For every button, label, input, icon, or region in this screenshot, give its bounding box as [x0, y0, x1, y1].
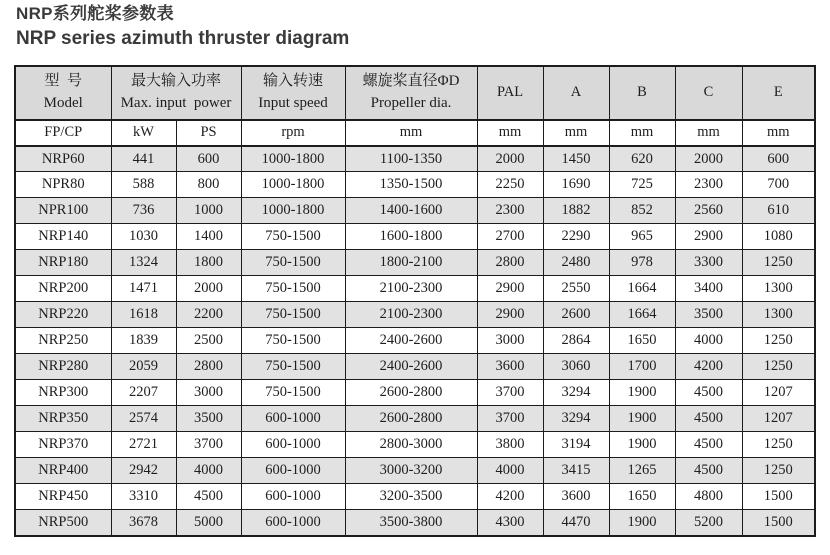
- col-header-propeller-dia-zh: 螺旋桨直径ΦD: [362, 73, 460, 90]
- value-cell: 2480: [543, 250, 609, 276]
- page-title-en: NRP series azimuth thruster diagram: [16, 28, 350, 50]
- value-cell: 2300: [675, 172, 742, 198]
- value-cell: 1839: [111, 328, 176, 354]
- value-cell: 725: [609, 172, 675, 198]
- value-cell: 1664: [609, 302, 675, 328]
- value-cell: 3700: [176, 432, 241, 458]
- value-cell: 441: [111, 146, 176, 172]
- value-cell: 4500: [675, 458, 742, 484]
- value-cell: 600-1000: [241, 510, 345, 536]
- value-cell: 1100-1350: [345, 146, 477, 172]
- value-cell: 1030: [111, 224, 176, 250]
- value-cell: 1650: [609, 484, 675, 510]
- value-cell: 1000: [176, 198, 241, 224]
- value-cell: 4500: [675, 406, 742, 432]
- value-cell: 965: [609, 224, 675, 250]
- value-cell: 3500-3800: [345, 510, 477, 536]
- value-cell: 2400-2600: [345, 328, 477, 354]
- model-cell: NPR80: [15, 172, 111, 198]
- value-cell: 2900: [675, 224, 742, 250]
- value-cell: 4800: [675, 484, 742, 510]
- value-cell: 1600-1800: [345, 224, 477, 250]
- units-cell-propeller: mm: [345, 120, 477, 146]
- value-cell: 620: [609, 146, 675, 172]
- value-cell: 4300: [477, 510, 543, 536]
- value-cell: 2207: [111, 380, 176, 406]
- value-cell: 1250: [742, 328, 815, 354]
- value-cell: 2574: [111, 406, 176, 432]
- value-cell: 2800-3000: [345, 432, 477, 458]
- value-cell: 2290: [543, 224, 609, 250]
- table-row: [15, 328, 815, 354]
- value-cell: 1207: [742, 380, 815, 406]
- value-cell: 750-1500: [241, 276, 345, 302]
- model-cell: NRP450: [15, 484, 111, 510]
- value-cell: 1450: [543, 146, 609, 172]
- value-cell: 1900: [609, 406, 675, 432]
- value-cell: 1265: [609, 458, 675, 484]
- value-cell: 750-1500: [241, 328, 345, 354]
- table-row: [15, 172, 815, 198]
- value-cell: 2100-2300: [345, 302, 477, 328]
- col-header-max-input-power-en: Max. input power: [120, 94, 232, 111]
- value-cell: 2600-2800: [345, 406, 477, 432]
- value-cell: 1690: [543, 172, 609, 198]
- table-body: [15, 146, 815, 536]
- value-cell: 4470: [543, 510, 609, 536]
- value-cell: 2400-2600: [345, 354, 477, 380]
- value-cell: 1471: [111, 276, 176, 302]
- value-cell: 600-1000: [241, 406, 345, 432]
- units-cell-kw: kW: [111, 120, 176, 146]
- value-cell: 4500: [176, 484, 241, 510]
- value-cell: 1350-1500: [345, 172, 477, 198]
- value-cell: 1250: [742, 250, 815, 276]
- value-cell: 3000-3200: [345, 458, 477, 484]
- model-cell: NRP370: [15, 432, 111, 458]
- value-cell: 1500: [742, 510, 815, 536]
- thruster-parameters-table: [14, 65, 816, 537]
- value-cell: 5200: [675, 510, 742, 536]
- model-cell: NRP200: [15, 276, 111, 302]
- value-cell: 1400: [176, 224, 241, 250]
- model-cell: NRP350: [15, 406, 111, 432]
- value-cell: 1250: [742, 354, 815, 380]
- value-cell: 600: [742, 146, 815, 172]
- value-cell: 600-1000: [241, 484, 345, 510]
- model-cell: NRP280: [15, 354, 111, 380]
- value-cell: 1250: [742, 458, 815, 484]
- value-cell: 2500: [176, 328, 241, 354]
- value-cell: 3700: [477, 380, 543, 406]
- value-cell: 1900: [609, 510, 675, 536]
- value-cell: 2721: [111, 432, 176, 458]
- model-cell: NRP300: [15, 380, 111, 406]
- value-cell: 700: [742, 172, 815, 198]
- model-cell: NRP140: [15, 224, 111, 250]
- table-row: [15, 250, 815, 276]
- value-cell: 750-1500: [241, 354, 345, 380]
- model-cell: NRP180: [15, 250, 111, 276]
- value-cell: 3678: [111, 510, 176, 536]
- value-cell: 4000: [675, 328, 742, 354]
- value-cell: 2059: [111, 354, 176, 380]
- value-cell: 3000: [477, 328, 543, 354]
- value-cell: 1800-2100: [345, 250, 477, 276]
- value-cell: 3300: [675, 250, 742, 276]
- value-cell: 600-1000: [241, 432, 345, 458]
- value-cell: 2900: [477, 302, 543, 328]
- value-cell: 1250: [742, 432, 815, 458]
- value-cell: 1000-1800: [241, 146, 345, 172]
- value-cell: 750-1500: [241, 380, 345, 406]
- value-cell: 2000: [176, 276, 241, 302]
- value-cell: 3060: [543, 354, 609, 380]
- table-row: [15, 354, 815, 380]
- value-cell: 2900: [477, 276, 543, 302]
- value-cell: 1882: [543, 198, 609, 224]
- value-cell: 588: [111, 172, 176, 198]
- value-cell: 600: [176, 146, 241, 172]
- col-header-b: B: [609, 66, 675, 120]
- col-header-a: A: [543, 66, 609, 120]
- model-cell: NPR100: [15, 198, 111, 224]
- value-cell: 2800: [477, 250, 543, 276]
- model-cell: NRP250: [15, 328, 111, 354]
- value-cell: 978: [609, 250, 675, 276]
- value-cell: 1700: [609, 354, 675, 380]
- value-cell: 4500: [675, 380, 742, 406]
- value-cell: 750-1500: [241, 224, 345, 250]
- col-header-model: [15, 66, 111, 120]
- value-cell: 3200-3500: [345, 484, 477, 510]
- value-cell: 3800: [477, 432, 543, 458]
- units-cell-model: FP/CP: [15, 120, 111, 146]
- value-cell: 750-1500: [241, 250, 345, 276]
- value-cell: 2200: [176, 302, 241, 328]
- col-header-input-speed-en: Input speed: [258, 94, 328, 111]
- value-cell: 2700: [477, 224, 543, 250]
- value-cell: 2100-2300: [345, 276, 477, 302]
- value-cell: 2942: [111, 458, 176, 484]
- value-cell: 2250: [477, 172, 543, 198]
- value-cell: 1300: [742, 302, 815, 328]
- table-row: [15, 146, 815, 172]
- value-cell: 4200: [675, 354, 742, 380]
- col-header-max-input-power-zh: 最大输入功率: [131, 73, 222, 90]
- value-cell: 1900: [609, 432, 675, 458]
- table-row: [15, 406, 815, 432]
- col-header-propeller-dia-en: Propeller dia.: [370, 94, 452, 111]
- value-cell: 2300: [477, 198, 543, 224]
- value-cell: 3415: [543, 458, 609, 484]
- value-cell: 3400: [675, 276, 742, 302]
- value-cell: 1080: [742, 224, 815, 250]
- value-cell: 3700: [477, 406, 543, 432]
- model-cell: NRP400: [15, 458, 111, 484]
- units-cell-e: mm: [742, 120, 815, 146]
- col-header-e: E: [742, 66, 815, 120]
- units-row: [15, 120, 815, 146]
- col-header-propeller-dia: [345, 66, 477, 120]
- units-cell-a: mm: [543, 120, 609, 146]
- units-cell-b: mm: [609, 120, 675, 146]
- value-cell: 852: [609, 198, 675, 224]
- col-header-c: C: [675, 66, 742, 120]
- value-cell: 3500: [176, 406, 241, 432]
- value-cell: 1664: [609, 276, 675, 302]
- value-cell: 1800: [176, 250, 241, 276]
- table-row: [15, 224, 815, 250]
- col-header-input-speed: [241, 66, 345, 120]
- col-header-model-en: Model: [43, 94, 83, 111]
- units-cell-c: mm: [675, 120, 742, 146]
- value-cell: 1000-1800: [241, 198, 345, 224]
- value-cell: 2550: [543, 276, 609, 302]
- value-cell: 3294: [543, 380, 609, 406]
- value-cell: 3600: [477, 354, 543, 380]
- value-cell: 736: [111, 198, 176, 224]
- value-cell: 2000: [675, 146, 742, 172]
- value-cell: 1207: [742, 406, 815, 432]
- value-cell: 2000: [477, 146, 543, 172]
- value-cell: 1300: [742, 276, 815, 302]
- value-cell: 4000: [176, 458, 241, 484]
- value-cell: 2600-2800: [345, 380, 477, 406]
- table-row: [15, 380, 815, 406]
- col-header-input-speed-zh: 输入转速: [263, 73, 324, 90]
- value-cell: 1500: [742, 484, 815, 510]
- value-cell: 3500: [675, 302, 742, 328]
- model-cell: NRP60: [15, 146, 111, 172]
- table-row: [15, 276, 815, 302]
- value-cell: 750-1500: [241, 302, 345, 328]
- table-row: [15, 302, 815, 328]
- value-cell: 800: [176, 172, 241, 198]
- value-cell: 3000: [176, 380, 241, 406]
- table-row: [15, 198, 815, 224]
- value-cell: 1324: [111, 250, 176, 276]
- value-cell: 2800: [176, 354, 241, 380]
- value-cell: 2560: [675, 198, 742, 224]
- model-cell: NRP500: [15, 510, 111, 536]
- units-cell-ps: PS: [176, 120, 241, 146]
- value-cell: 5000: [176, 510, 241, 536]
- value-cell: 4500: [675, 432, 742, 458]
- value-cell: 3194: [543, 432, 609, 458]
- model-cell: NRP220: [15, 302, 111, 328]
- col-header-max-input-power: [111, 66, 241, 120]
- value-cell: 1618: [111, 302, 176, 328]
- value-cell: 1900: [609, 380, 675, 406]
- value-cell: 1650: [609, 328, 675, 354]
- value-cell: 600-1000: [241, 458, 345, 484]
- value-cell: 2600: [543, 302, 609, 328]
- value-cell: 3310: [111, 484, 176, 510]
- value-cell: 610: [742, 198, 815, 224]
- value-cell: 2864: [543, 328, 609, 354]
- page-title-zh: NRP系列舵桨参数表: [16, 4, 174, 23]
- value-cell: 4000: [477, 458, 543, 484]
- value-cell: 3600: [543, 484, 609, 510]
- table-row: [15, 432, 815, 458]
- table-row: [15, 484, 815, 510]
- units-cell-pal: mm: [477, 120, 543, 146]
- value-cell: 3294: [543, 406, 609, 432]
- col-header-pal: PAL: [477, 66, 543, 120]
- units-cell-rpm: rpm: [241, 120, 345, 146]
- header-row: [15, 66, 815, 120]
- table-row: [15, 510, 815, 536]
- value-cell: 1000-1800: [241, 172, 345, 198]
- table-row: [15, 458, 815, 484]
- value-cell: 4200: [477, 484, 543, 510]
- value-cell: 1400-1600: [345, 198, 477, 224]
- col-header-model-zh: 型 号: [44, 73, 82, 90]
